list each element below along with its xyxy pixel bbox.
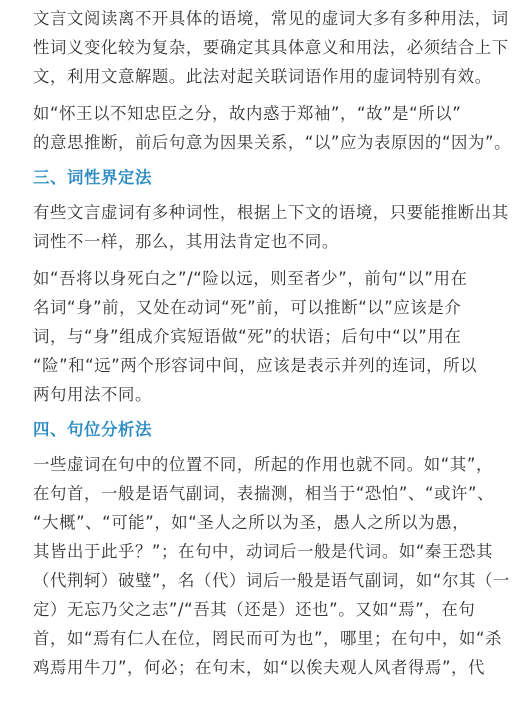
spacer bbox=[33, 91, 516, 99]
text-line: 文，利用文意解题。此法对起关联词语作用的虚词特别有效。 bbox=[33, 67, 492, 86]
text-line: 首，如“焉有仁人在位，罔民而可为也”，哪里；在句中，如“杀 bbox=[33, 629, 503, 648]
text-line: 性词义变化较为复杂，要确定其具体意义和用法，必须结合上下 bbox=[33, 38, 509, 57]
text-line: 有些文言虚词有多种词性，根据上下文的语境，只要能推断出其 bbox=[33, 203, 509, 222]
text-line: 一些虚词在句中的位置不同，所起的作用也就不同。如“其”， bbox=[33, 455, 493, 474]
paragraph bbox=[33, 99, 516, 157]
text-line: 的意思推断，前后句意为因果关系，“以”应为表原因的“因为”。 bbox=[33, 133, 512, 152]
text-line: 如“吾将以身死白之”/“险以远，则至者少”，前句“以”用在 bbox=[33, 269, 468, 288]
text-line: 如“怀王以不知忠臣之分，故内惑于郑袖”，“故”是“所以” bbox=[33, 104, 462, 123]
section-heading: 四、句位分析法 bbox=[33, 420, 152, 439]
text-line: 两句用法不同。 bbox=[33, 385, 152, 404]
text-line: 鸡焉用牛刀”，何必；在句末，如“以俟夫观人风者得焉”，代 bbox=[33, 658, 486, 677]
text-line: “险”和“远”两个形容词中间，应该是表示并列的连词，所以 bbox=[33, 356, 478, 375]
text-line: 其皆出于此乎？”；在句中，动词后一般是代词。如“秦王恐其 bbox=[33, 542, 493, 561]
paragraph bbox=[33, 198, 516, 256]
text-line: 文言文阅读离不开具体的语境，常见的虚词大多有多种用法，词 bbox=[33, 9, 509, 28]
text-line: 词，与“身”组成介宾短语做“死”的状语；后句中“以”用在 bbox=[33, 327, 462, 346]
section-heading: 三、词性界定法 bbox=[33, 168, 152, 187]
text-line: 定）无忘乃父之志”/“吾其（还是）还也”。又如“焉”，在句 bbox=[33, 600, 476, 619]
text-line: 在句首，一般是语气副词，表揣测，相当于“恐怕”、“或许”、 bbox=[33, 484, 495, 503]
spacer bbox=[33, 256, 516, 264]
paragraph bbox=[33, 264, 516, 409]
text-line: “大概”、“可能”，如“圣人之所以为圣，愚人之所以为愚， bbox=[33, 513, 470, 532]
paragraph bbox=[33, 4, 516, 91]
text-line: 词性不一样，那么，其用法肯定也不同。 bbox=[33, 232, 339, 251]
paragraph bbox=[33, 450, 516, 682]
text-line: （代荆轲）破璧”，名（代）词后一般是语气副词，如“尔其（一 bbox=[33, 571, 510, 590]
text-line: 名词“身”前，又处在动词“死”前，可以推断“以”应该是介 bbox=[33, 298, 462, 317]
